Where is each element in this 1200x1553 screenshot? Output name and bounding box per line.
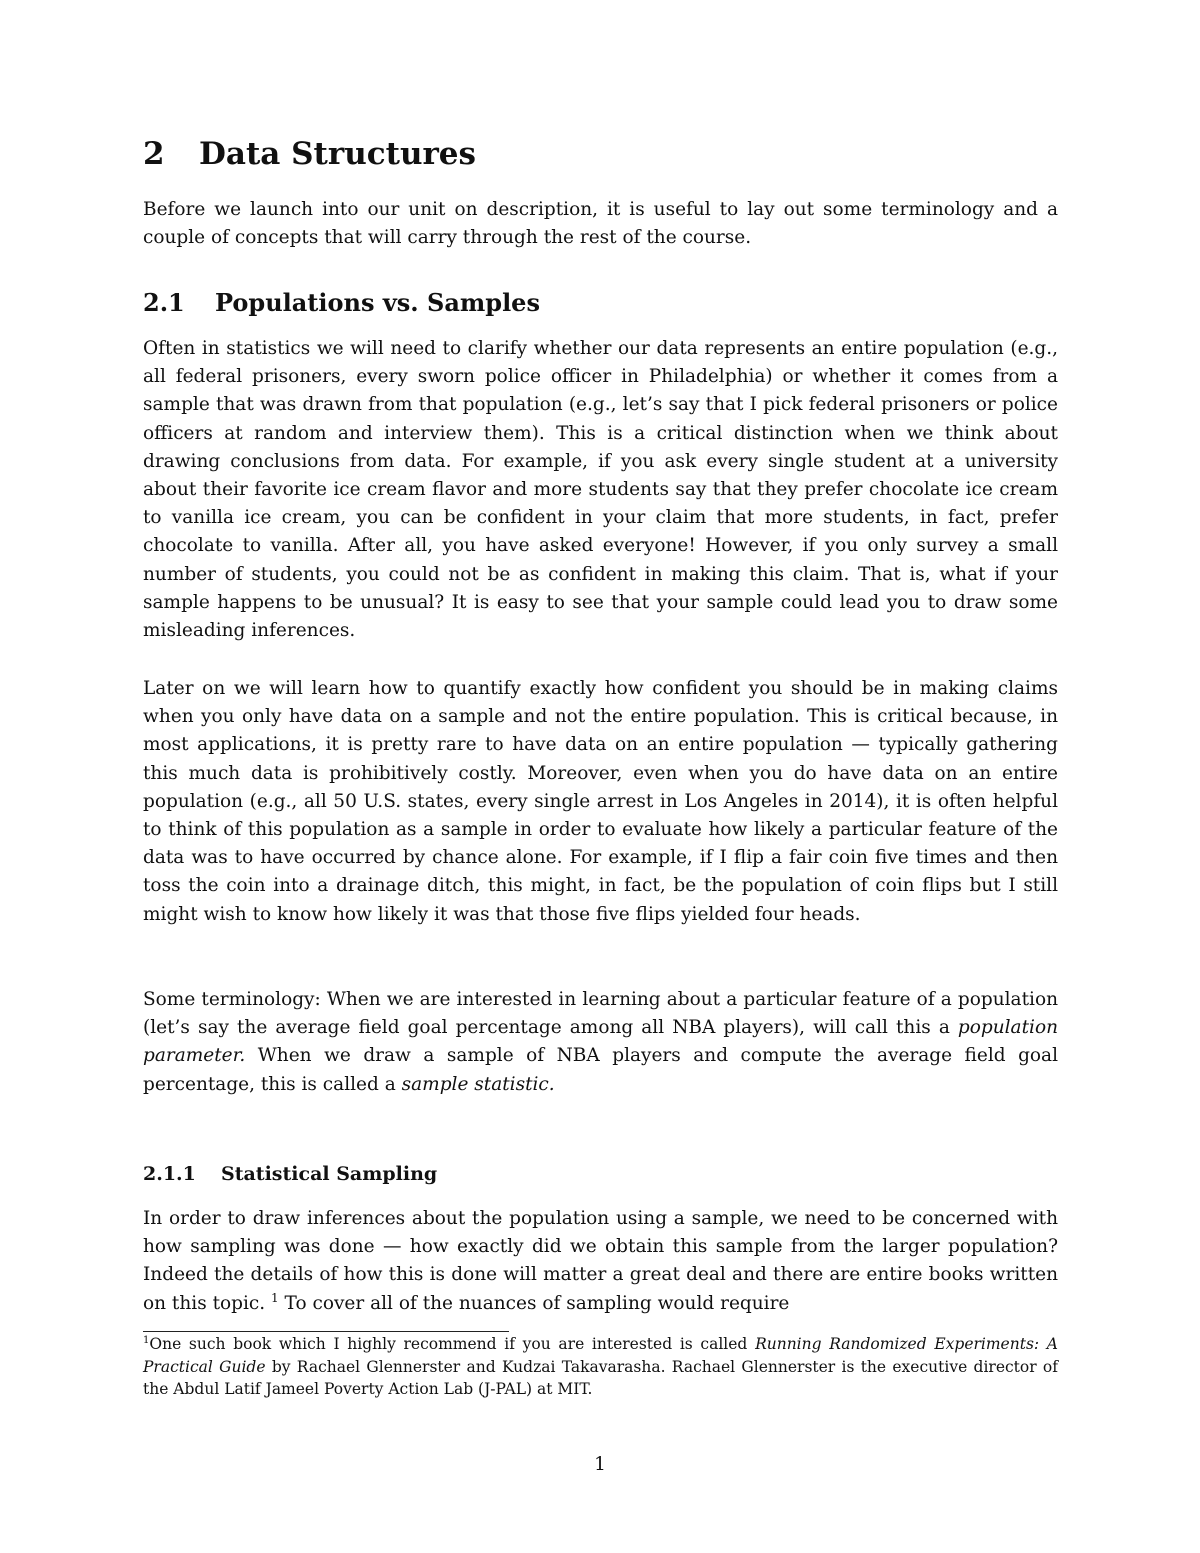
terminology-text-a: Some terminology: When we are interested in learning about a particular feature of a population (let’s say the average field goal percentage among all NBA players), will call this a xyxy=(143,989,1058,1039)
section-number: 2 xyxy=(143,136,165,172)
subsection-heading xyxy=(143,285,540,321)
sample-statistic-term: sample statistic. xyxy=(401,1073,555,1095)
population-parameter-term: population parameter. xyxy=(143,1017,1058,1067)
footnote-mark: 1 xyxy=(143,1335,150,1346)
footnote-divider xyxy=(143,1331,509,1332)
populations-paragraph-2: Later on we will learn how to quantify exactly how confident you should be in making claims when you only have data on a sample and not the entire population. This is critical because, in most applications, it is pretty rare to have data on an entire population — typically gathering this much data is prohibitively costly. Moreover, even when you do have data on an entire population (e.g., all 50 U.S. states, every single arrest in Los Angeles in 2014), it is often helpful to think of this population as a sample in order to evaluate how likely a particular feature of the data was to have occurred by chance alone. For example, if I flip a fair coin five times and then toss the coin into a drainage ditch, this might, in fact, be the population of coin flips but I still might wish to know how likely it was that those five flips yielded four heads. xyxy=(143,678,1058,925)
populations-paragraph-1: Often in statistics we will need to clarify whether our data represents an entire population (e.g., all federal prisoners, every sworn police officer in Philadelphia) or whether it comes from a sample that was drawn from that population (e.g., let’s say that I pick federal prisoners or police officers at random and interview them). This is a critical distinction when we think about drawing conclusions from data. For example, if you ask every single student at a university about their favorite ice cream flavor and more students say that they prefer chocolate ice cream to vanilla ice cream, you can be confident in your claim that more students, in fact, prefer chocolate to vanilla. After all, you have asked everyone! However, if you only survey a small number of students, you could not be as confident in making this claim. That is, what if your sample happens to be unusual? It is easy to see that your sample could lead you to draw some misleading inferences. xyxy=(143,338,1058,642)
footnote-text-b: by Rachael Glennerster and Kudzai Takavarasha. Rachael Glennerster is the executive director of the Abdul Latif Jameel Poverty Action Lab (J-PAL) at MIT. xyxy=(143,1357,1059,1398)
subsubsection-heading xyxy=(143,1159,437,1189)
sampling-text: In order to draw inferences about the population using a sample, we need to be concerned with how sampling was done — how exactly did we obtain this sample from the larger population? Indeed the details of how this is done will matter a great deal and there are entire books written on this topic. xyxy=(143,1208,1058,1314)
terminology-text-b: When we draw a sample of NBA players and compute the average field goal percentage, this is called a xyxy=(143,1045,1058,1095)
section-heading xyxy=(143,130,476,178)
footnote-book-title: Running Randomized Experiments: A Practical Guide xyxy=(143,1335,1059,1376)
subsubsection-title: Statistical Sampling xyxy=(221,1163,438,1185)
section-intro-paragraph: Before we launch into our unit on description, it is useful to lay out some terminology and a couple of concepts that will carry through the rest of the course. xyxy=(143,199,1058,249)
subsection-title: Populations vs. Samples xyxy=(215,288,540,317)
subsection-number: 2.1 xyxy=(143,288,185,317)
terminology-paragraph xyxy=(143,986,1058,1099)
footnote xyxy=(143,1333,1058,1401)
sampling-text-tail: To cover all of the nuances of sampling would require xyxy=(278,1292,790,1314)
section-title: Data Structures xyxy=(199,136,476,172)
sampling-paragraph xyxy=(143,1205,1058,1318)
footnote-text-a: One such book which I highly recommend if you are interested is called xyxy=(149,1335,756,1353)
subsubsection-number: 2.1.1 xyxy=(143,1163,196,1185)
page-number: 1 xyxy=(594,1454,606,1475)
footnote-reference-mark[interactable]: 1 xyxy=(271,1290,279,1305)
